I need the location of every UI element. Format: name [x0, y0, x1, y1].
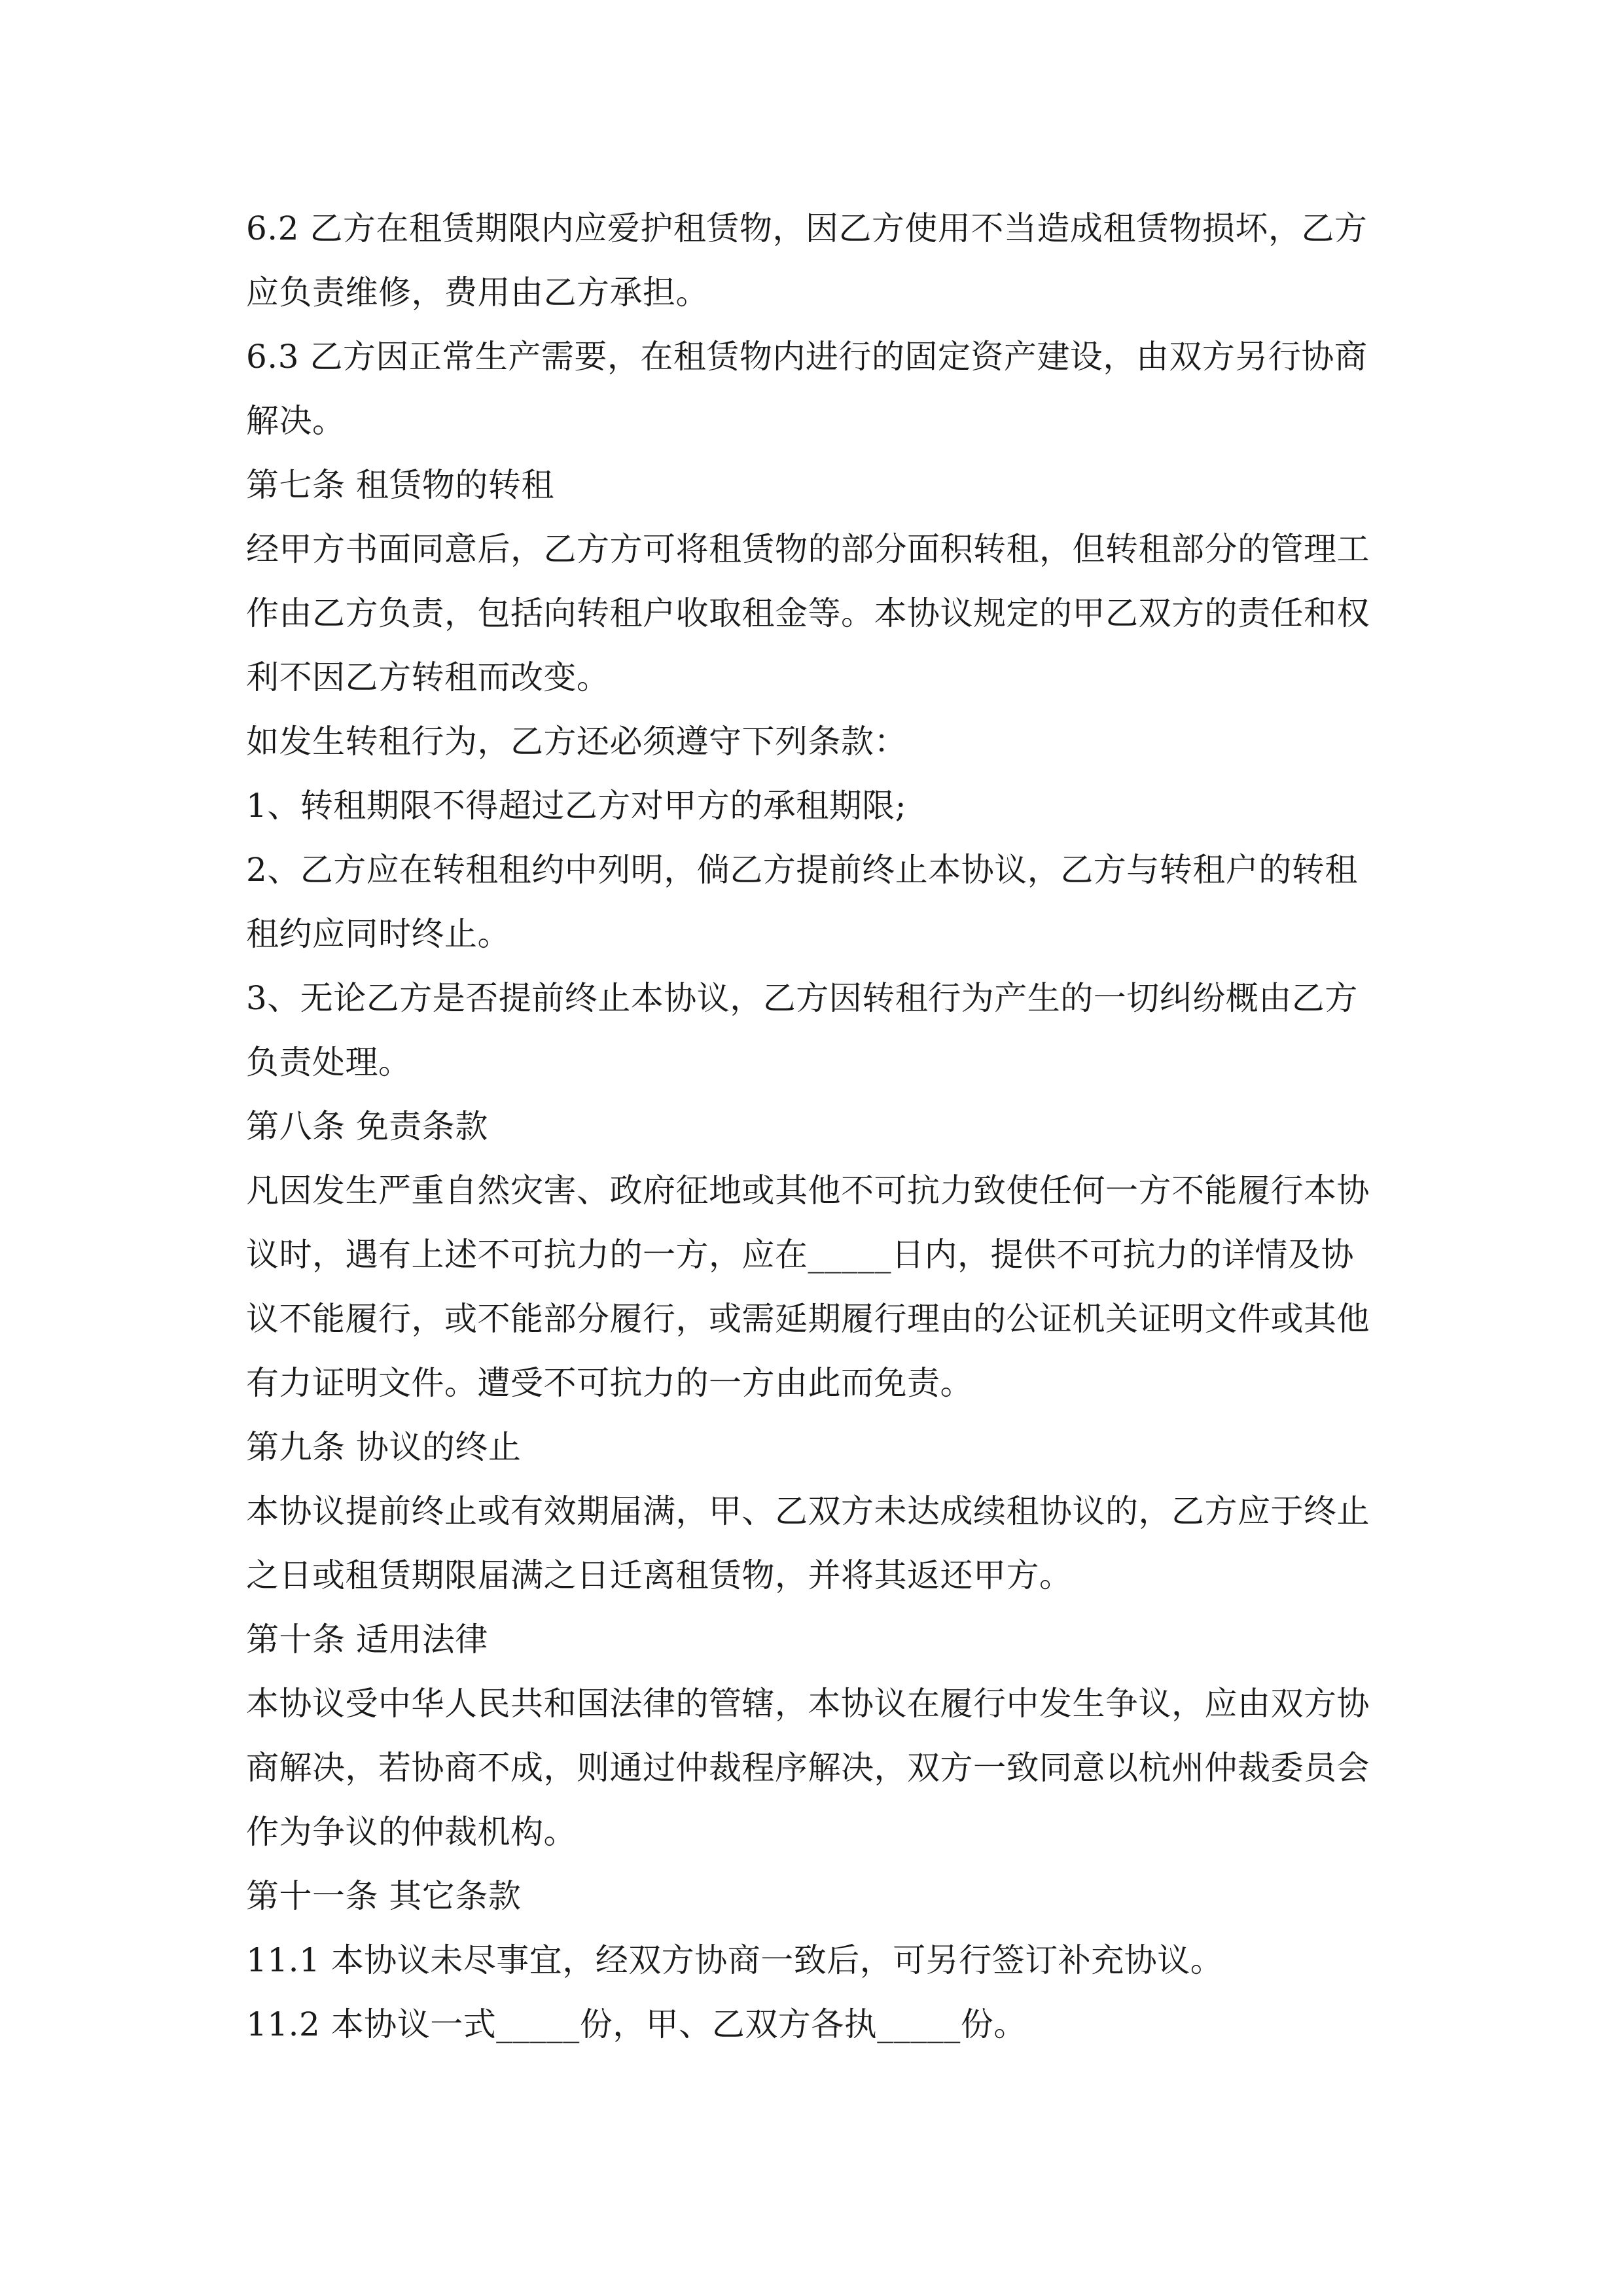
article-7-item-2: 2、乙方应在转租租约中列明，倘乙方提前终止本协议，乙方与转租户的转租租约应同时终止。 [246, 851, 1358, 953]
clause-11-2: 11.2 本协议一式_____份，甲、乙双方各执_____份。 [246, 2005, 1027, 2043]
article-10-heading: 第十条 适用法律 [246, 1621, 488, 1659]
article-8-body: 凡因发生严重自然灾害、政府征地或其他不可抗力致使任何一方不能履行本协议时，遇有上述不可抗力的一方，应在_____日内，提供不可抗力的详情及协议不能履行，或不能部分履行，或需延期履行理由的公证机关证明文件或其他有力证明文件。遭受不可抗力的一方由此而免责。 [246, 1172, 1370, 1402]
article-7-item-1: 1、转租期限不得超过乙方对甲方的承租期限; [246, 787, 907, 825]
article-9-body: 本协议提前终止或有效期届满，甲、乙双方未达成续租协议的，乙方应于终止之日或租赁期限届满之日迁离租赁物，并将其返还甲方。 [246, 1492, 1370, 1594]
clause-6-2: 6.2 乙方在租赁期限内应爱护租赁物，因乙方使用不当造成租赁物损坏，乙方应负责维修，费用由乙方承担。 [246, 209, 1368, 312]
article-8-heading: 第八条 免责条款 [246, 1107, 488, 1145]
clause-6-3: 6.3 乙方因正常生产需要，在租赁物内进行的固定资产建设，由双方另行协商解决。 [246, 338, 1368, 440]
article-10-body: 本协议受中华人民共和国法律的管辖，本协议在履行中发生争议，应由双方协商解决，若协商不成，则通过仲裁程序解决，双方一致同意以杭州仲裁委员会作为争议的仲裁机构。 [246, 1685, 1370, 1851]
article-11-heading: 第十一条 其它条款 [246, 1877, 522, 1915]
article-7-intro: 如发生转租行为，乙方还必须遵守下列条款： [246, 723, 907, 761]
article-7-heading: 第七条 租赁物的转租 [246, 466, 554, 504]
article-7-item-3: 3、无论乙方是否提前终止本协议，乙方因转租行为产生的一切纠纷概由乙方负责处理。 [246, 979, 1358, 1081]
article-9-heading: 第九条 协议的终止 [246, 1428, 522, 1466]
article-7-body: 经甲方书面同意后，乙方方可将租赁物的部分面积转租，但转租部分的管理工作由乙方负责，包括向转租户收取租金等。本协议规定的甲乙双方的责任和权利不因乙方转租而改变。 [246, 530, 1370, 696]
clause-11-1: 11.1 本协议未尽事宜，经双方协商一致后，可另行签订补充协议。 [246, 1941, 1224, 1979]
document-body [246, 196, 1378, 2056]
